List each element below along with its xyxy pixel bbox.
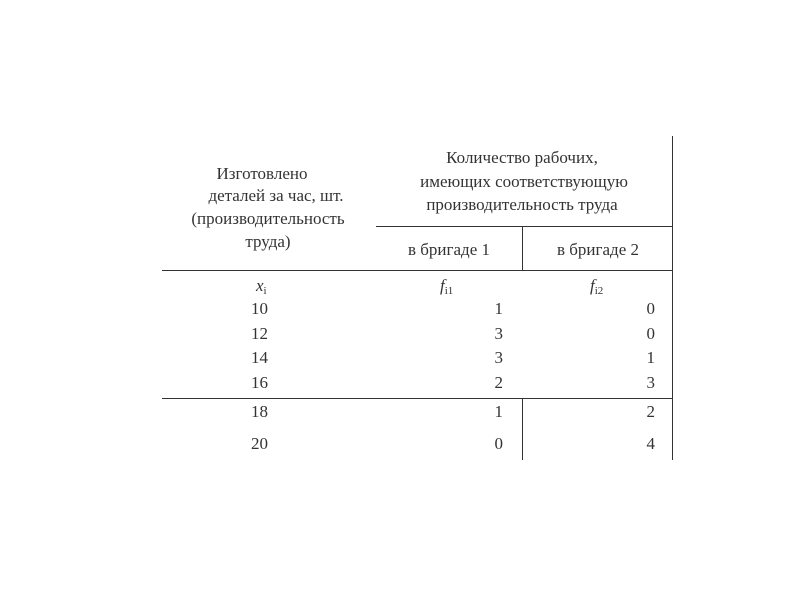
subheader-top-rule <box>376 226 672 227</box>
header-right-line-2: имеющих соответствующую <box>420 172 628 191</box>
header-left-line-1: Изготовлено <box>216 164 308 183</box>
table-row-4-f1: 2 <box>494 373 503 392</box>
table-row-2-x: 12 <box>251 324 268 343</box>
header-left-line-4: труда) <box>245 232 291 251</box>
table-row-5-x: 18 <box>251 402 268 421</box>
subheader-brigade-2: в бригаде 2 <box>557 240 639 259</box>
table-row-3-f1: 3 <box>494 348 503 367</box>
symbol-f1: $f_{i1}$ <box>440 276 454 297</box>
header-left-line-2: деталей за час, шт. <box>208 186 344 205</box>
table-row-4-f2: 3 <box>646 373 655 392</box>
header-left-line-3: (производительность <box>191 209 345 228</box>
table-row-3-f2: 1 <box>646 348 655 367</box>
table-row-2-f1: 3 <box>494 324 503 343</box>
table-row-5-f2: 2 <box>646 402 655 421</box>
right-border <box>672 136 673 460</box>
table-row-5-f1: 1 <box>494 402 503 421</box>
table-row-6-f1: 0 <box>494 434 503 453</box>
table-row-1-x: 10 <box>251 299 268 318</box>
table-row-6-f2: 4 <box>646 434 655 453</box>
group-separator-rule <box>162 398 672 399</box>
table-row-6-x: 20 <box>251 434 268 453</box>
table-row-1-f1: 1 <box>494 299 503 318</box>
symbol-f2: $f_{i2}$ <box>590 276 604 297</box>
symbol-x: $x_i$ <box>256 276 267 297</box>
table-row-4-x: 16 <box>251 373 268 392</box>
subheader-divider <box>522 226 523 270</box>
table-row-3-x: 14 <box>251 348 268 367</box>
header-right-line-1: Количество рабочих, <box>446 148 598 167</box>
table-row-2-f2: 0 <box>646 324 655 343</box>
header-bottom-rule <box>162 270 672 271</box>
body-divider <box>522 398 523 460</box>
subheader-brigade-1: в бригаде 1 <box>408 240 490 259</box>
table-row-1-f2: 0 <box>646 299 655 318</box>
header-right-line-3: производительность труда <box>426 195 618 214</box>
